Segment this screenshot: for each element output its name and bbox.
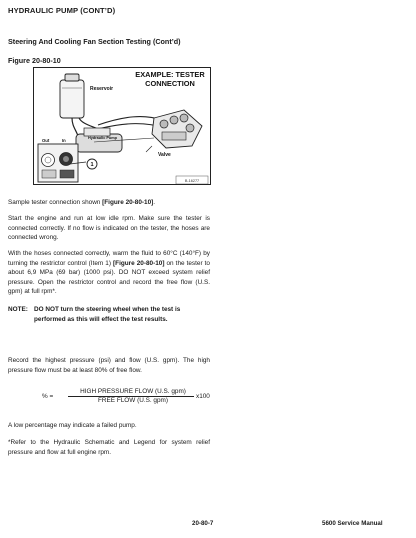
- section-title: HYDRAULIC PUMP (CONT’D): [8, 6, 116, 15]
- out-label: Out: [42, 138, 50, 143]
- footer-manual-title: 5600 Service Manual: [322, 520, 383, 527]
- figure-illustration: [34, 68, 211, 185]
- paragraph-sample: [8, 198, 210, 208]
- text-run: .: [153, 199, 156, 206]
- figure-ref-link: [Figure 20-80-10]: [102, 199, 154, 206]
- example-line2: CONNECTION: [145, 79, 195, 88]
- figure-ref: B-16277: [184, 179, 200, 183]
- reservoir-label: Reservoir: [90, 86, 114, 92]
- text-run: on the tester to about 6,9 MPa (69 bar) (1000 psi). DO NOT exceed system relief pressure. Open the restrictor control and record the free flow (U.S. gpm) at full rpm*.: [8, 259, 210, 295]
- flow-tester: [38, 144, 78, 182]
- example-line1: EXAMPLE: TESTER: [135, 70, 205, 79]
- paragraph-refer-schematic: *Refer to the Hydraulic Schematic and Legend for system relief pressure and flow at full engine rpm.: [8, 439, 210, 456]
- hydraulic-pump-label: Hydraulic Pump: [88, 136, 117, 140]
- callout-number: 1: [90, 162, 94, 168]
- note-label: NOTE:: [8, 306, 28, 313]
- formula-denominator: FREE FLOW (U.S. gpm): [98, 397, 168, 404]
- in-label: In: [62, 138, 66, 143]
- footer-page-number: 20-80-7: [192, 520, 214, 527]
- paragraph-low-percentage: A low percentage may indicate a failed pump.: [8, 422, 137, 429]
- paragraph-start-engine: Start the engine and run at low idle rpm. Make sure the tester is connected correctly. If no flow is indicated on the tester, the hoses are connected wrong.: [8, 215, 210, 241]
- reservoir-cap: [65, 74, 79, 81]
- paragraph-warm-fluid: [8, 249, 210, 297]
- percentage-formula: [8, 388, 210, 408]
- hydraulic-pump: [76, 128, 154, 152]
- figure-ref-link: [Figure 20-80-10]: [113, 259, 165, 267]
- formula-numerator: HIGH PRESSURE FLOW (U.S. gpm): [80, 388, 186, 395]
- section-subtitle: Steering And Cooling Fan Section Testing (Cont’d): [8, 37, 181, 46]
- formula-lhs: % =: [42, 393, 54, 400]
- valve-block: [152, 110, 202, 148]
- paragraph-record-pressure: Record the highest pressure (psi) and flow (U.S. gpm). The high pressure flow must be at least 80% of free flow.: [8, 357, 210, 374]
- note-block: [8, 305, 210, 325]
- text-run: Sample tester connection shown: [8, 199, 103, 206]
- figure-tester-connection: [33, 67, 211, 185]
- text-run: With the hoses connected correctly, warm the fluid to 60°C (140°F) by turning the restrictor control (Item 1): [8, 250, 210, 267]
- note-text: DO NOT turn the steering wheel when the test is performed as this will effect the test results.: [34, 306, 181, 323]
- formula-multiplier: x100: [196, 393, 210, 400]
- reservoir-tank: [60, 80, 84, 118]
- valve-label: Valve: [158, 152, 171, 158]
- figure-label: Figure 20-80-10: [8, 56, 61, 65]
